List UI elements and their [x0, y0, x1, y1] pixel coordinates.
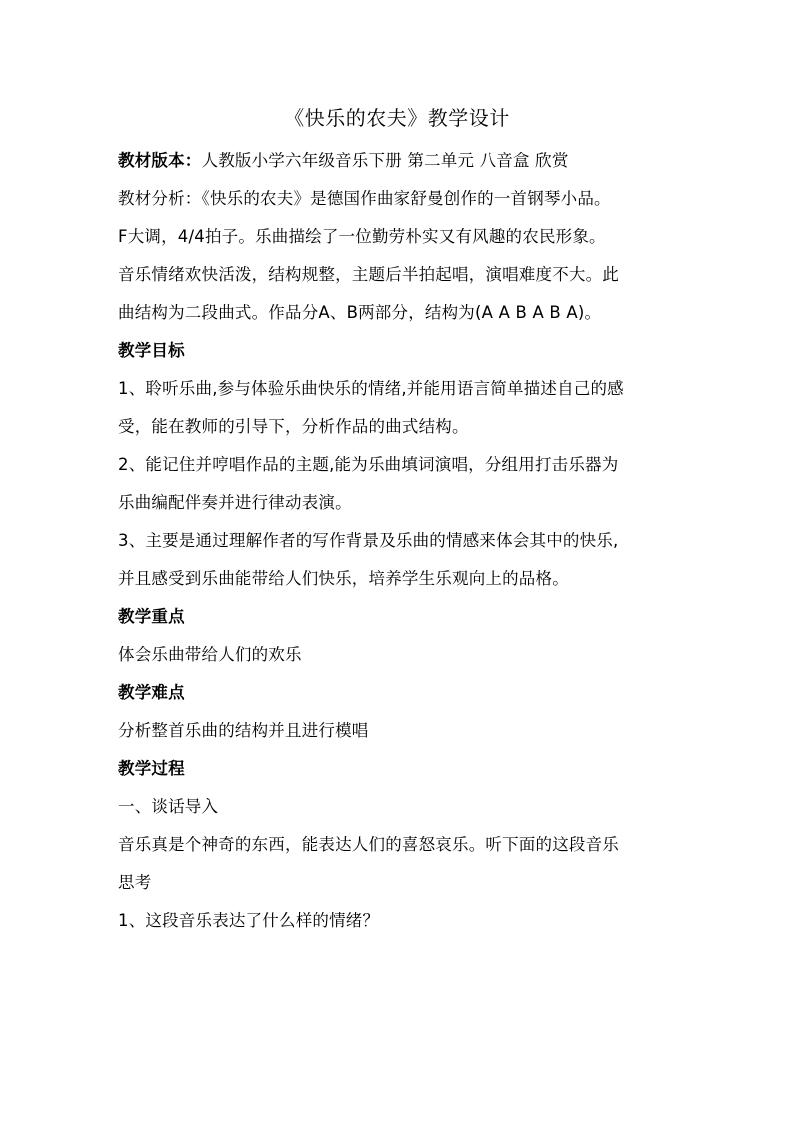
goals-line: 乐曲编配伴奏并进行律动表演。	[118, 493, 352, 512]
difficulty-heading: 教学难点	[118, 683, 185, 702]
goals-line: 并且感受到乐曲能带给人们快乐，培养学生乐观向上的品格。	[118, 569, 569, 588]
difficulty-text: 分析整首乐曲的结构并且进行模唱	[118, 721, 369, 740]
analysis-line: 曲结构为二段曲式。作品分A、B两部分，结构为(A A B A B A)。	[118, 303, 602, 322]
goals-line: 2、能记住并哼唱作品的主题,能为乐曲填词演唱，分组用打击乐器为	[118, 455, 619, 474]
process-line: 一、谈话导入	[118, 797, 219, 816]
goals-heading: 教学目标	[118, 341, 185, 360]
edition-label: 教材版本：	[118, 151, 202, 170]
process-line: 思考	[118, 873, 152, 892]
document-title: 《快乐的农夫》教学设计	[284, 106, 510, 130]
process-line: 1、这段音乐表达了什么样的情绪？	[118, 911, 380, 930]
document-body	[118, 142, 678, 940]
key-text: 体会乐曲带给人们的欢乐	[118, 645, 302, 664]
analysis-line: 音乐情绪欢快活泼，结构规整，主题后半拍起唱，演唱难度不大。此	[118, 265, 619, 284]
key-heading: 教学重点	[118, 607, 185, 626]
edition-line	[118, 142, 678, 180]
process-heading: 教学过程	[118, 759, 185, 778]
process-line: 音乐真是个神奇的东西，能表达人们的喜怒哀乐。听下面的这段音乐	[118, 835, 619, 854]
goals-line: 1、聆听乐曲,参与体验乐曲快乐的情绪,并能用语言简单描述自己的感	[118, 379, 624, 398]
analysis-line: F大调，4/4拍子。乐曲描绘了一位勤劳朴实又有风趣的农民形象。	[118, 227, 606, 246]
analysis-line: 教材分析：《快乐的农夫》是德国作曲家舒曼创作的一首钢琴小品。	[118, 189, 611, 208]
edition-value: 人教版小学六年级音乐下册 第二单元 八音盒 欣赏	[201, 151, 569, 170]
goals-line: 受，能在教师的引导下，分析作品的曲式结构。	[118, 417, 469, 436]
goals-line: 3、主要是通过理解作者的写作背景及乐曲的情感来体会其中的快乐,	[118, 531, 619, 550]
